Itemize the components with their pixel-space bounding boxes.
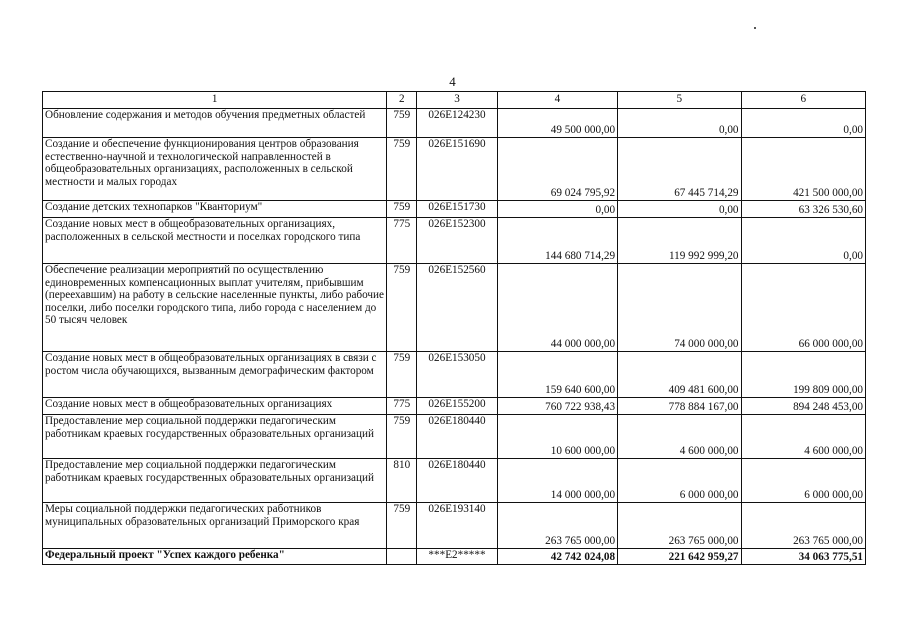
row-value-col4: 49 500 000,00 [497, 109, 617, 138]
row-value-col6: 0,00 [741, 109, 865, 138]
table-row [43, 138, 866, 201]
row-kbk: 026E151730 [417, 201, 497, 218]
row-code: 759 [387, 138, 417, 201]
row-name: Создание новых мест в общеобразовательных организациях в связи с ростом числа обучающихся, вызванным демографическим фактором [43, 352, 387, 398]
row-kbk: 026E180440 [417, 415, 497, 459]
row-value-col5: 263 765 000,00 [618, 503, 741, 549]
total-value-col5: 221 642 959,27 [618, 549, 741, 565]
row-code: 759 [387, 352, 417, 398]
row-code: 759 [387, 415, 417, 459]
table-row [43, 503, 866, 549]
row-kbk: 026E155200 [417, 398, 497, 415]
row-value-col5: 119 992 999,20 [618, 218, 741, 264]
row-name: Создание детских технопарков "Кванториум" [43, 201, 387, 218]
row-value-col4: 10 600 000,00 [497, 415, 617, 459]
row-kbk: 026E151690 [417, 138, 497, 201]
row-kbk: 026E180440 [417, 459, 497, 503]
table-row [43, 109, 866, 138]
row-value-col5: 67 445 714,29 [618, 138, 741, 201]
row-name: Предоставление мер социальной поддержки педагогическим работникам краевых государственных образовательных организаций [43, 459, 387, 503]
row-name: Предоставление мер социальной поддержки педагогическим работникам краевых государственных образовательных организаций [43, 415, 387, 459]
row-value-col4: 14 000 000,00 [497, 459, 617, 503]
row-value-col5: 778 884 167,00 [618, 398, 741, 415]
row-value-col4: 44 000 000,00 [497, 264, 617, 352]
row-kbk: 026E193140 [417, 503, 497, 549]
column-header: 6 [741, 92, 865, 109]
total-code [387, 549, 417, 565]
row-name: Обновление содержания и методов обучения предметных областей [43, 109, 387, 138]
row-value-col6: 0,00 [741, 218, 865, 264]
row-value-col5: 74 000 000,00 [618, 264, 741, 352]
column-header: 1 [43, 92, 387, 109]
row-value-col4: 144 680 714,29 [497, 218, 617, 264]
row-value-col6: 421 500 000,00 [741, 138, 865, 201]
table-row [43, 264, 866, 352]
row-value-col5: 0,00 [618, 201, 741, 218]
total-name: Федеральный проект "Успех каждого ребенка" [43, 549, 387, 565]
row-code: 759 [387, 201, 417, 218]
row-kbk: 026E152300 [417, 218, 497, 264]
total-row [43, 549, 866, 565]
row-code: 759 [387, 503, 417, 549]
column-header: 4 [497, 92, 617, 109]
row-code: 775 [387, 218, 417, 264]
row-value-col4: 0,00 [497, 201, 617, 218]
row-value-col6: 63 326 530,60 [741, 201, 865, 218]
row-name: Меры социальной поддержки педагогических работников муниципальных образовательных организаций Приморского края [43, 503, 387, 549]
row-value-col6: 4 600 000,00 [741, 415, 865, 459]
page-number: 4 [449, 74, 456, 89]
row-name: Обеспечение реализации мероприятий по осуществлению единовременных компенсационных выплат учителям, прибывшим (переехавшим) на работу в сельские населенные пункты, либо рабочие поселки, либо поселки городского типа, либо города с населением до 50 тысяч человек [43, 264, 387, 352]
row-code: 759 [387, 109, 417, 138]
table-row [43, 218, 866, 264]
row-value-col4: 69 024 795,92 [497, 138, 617, 201]
column-header: 3 [417, 92, 497, 109]
row-value-col4: 159 640 600,00 [497, 352, 617, 398]
row-kbk: 026E153050 [417, 352, 497, 398]
row-code: 775 [387, 398, 417, 415]
row-value-col6: 66 000 000,00 [741, 264, 865, 352]
table-row [43, 201, 866, 218]
table-row [43, 459, 866, 503]
row-value-col6: 263 765 000,00 [741, 503, 865, 549]
row-code: 810 [387, 459, 417, 503]
row-value-col6: 894 248 453,00 [741, 398, 865, 415]
row-name: Создание и обеспечение функционирования центров образования естественно-научной и технологической направленностей в общеобразовательных организациях, расположенных в сельской местности и малых городах [43, 138, 387, 201]
row-name: Создание новых мест в общеобразовательных организациях, расположенных в сельской местности и поселках городского типа [43, 218, 387, 264]
row-kbk: 026E152560 [417, 264, 497, 352]
column-number-row [43, 92, 866, 109]
total-kbk: ***E2***** [417, 549, 497, 565]
row-value-col5: 6 000 000,00 [618, 459, 741, 503]
total-value-col6: 34 063 775,51 [741, 549, 865, 565]
row-value-col5: 0,00 [618, 109, 741, 138]
row-kbk: 026E124230 [417, 109, 497, 138]
table-row [43, 352, 866, 398]
row-value-col4: 263 765 000,00 [497, 503, 617, 549]
scan-speck [754, 27, 756, 29]
row-value-col6: 199 809 000,00 [741, 352, 865, 398]
row-value-col5: 4 600 000,00 [618, 415, 741, 459]
total-value-col4: 42 742 024,08 [497, 549, 617, 565]
row-code: 759 [387, 264, 417, 352]
budget-table [42, 91, 866, 565]
row-value-col5: 409 481 600,00 [618, 352, 741, 398]
table-row [43, 415, 866, 459]
column-header: 2 [387, 92, 417, 109]
row-name: Создание новых мест в общеобразовательных организациях [43, 398, 387, 415]
table-row [43, 398, 866, 415]
column-header: 5 [618, 92, 741, 109]
row-value-col4: 760 722 938,43 [497, 398, 617, 415]
row-value-col6: 6 000 000,00 [741, 459, 865, 503]
